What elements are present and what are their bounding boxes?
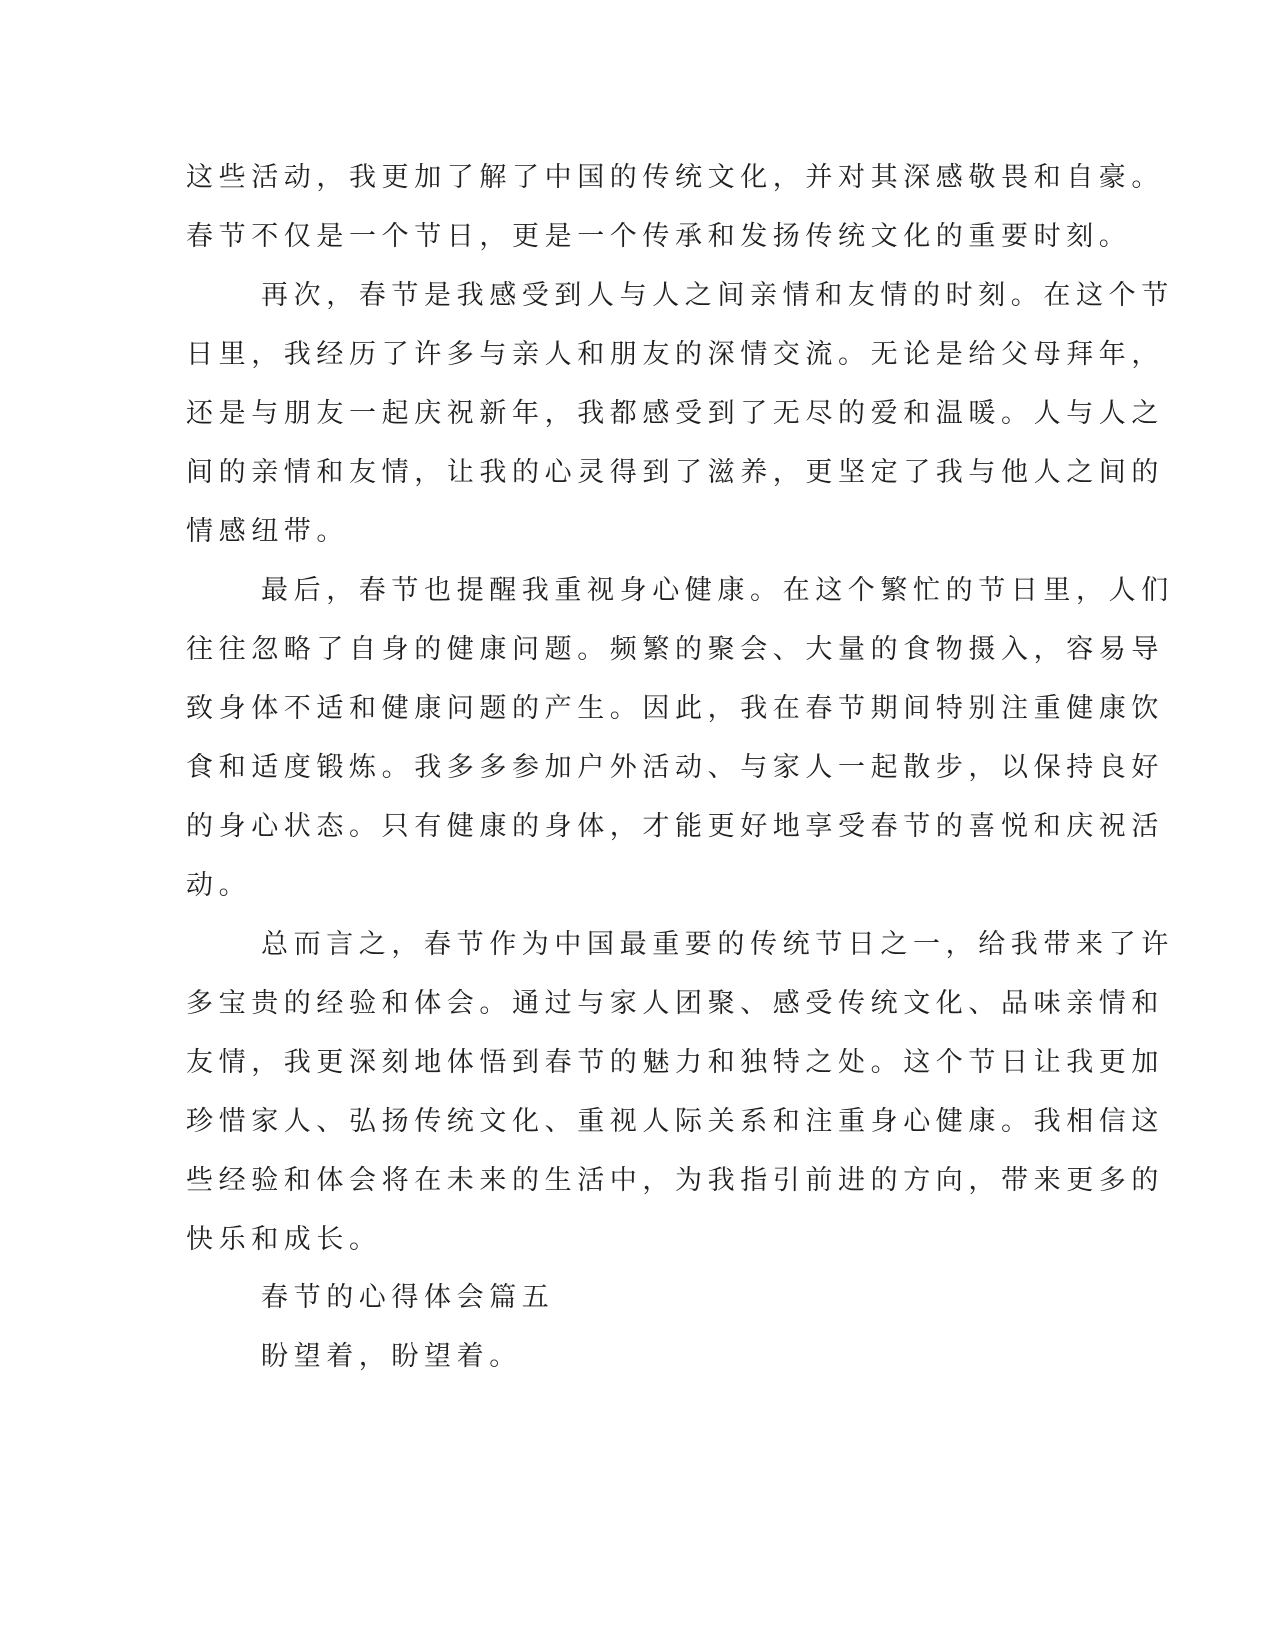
text-line: 动。 — [186, 870, 252, 901]
paragraph-start-line: 盼望着，盼望着。 — [261, 1341, 522, 1372]
section-heading: 春节的心得体会篇五 — [261, 1282, 555, 1313]
text-line: 情感纽带。 — [186, 516, 349, 547]
text-line: 友情，我更深刻地体悟到春节的魅力和独特之处。这个节日让我更加 — [186, 1047, 1164, 1078]
text-line: 这些活动，我更加了解了中国的传统文化，并对其深感敬畏和自豪。 — [186, 162, 1164, 193]
text-line: 还是与朋友一起庆祝新年，我都感受到了无尽的爱和温暖。人与人之 — [186, 398, 1164, 429]
paragraph-start-line: 最后，春节也提醒我重视身心健康。在这个繁忙的节日里，人们 — [261, 575, 1174, 606]
text-line: 快乐和成长。 — [186, 1224, 382, 1255]
text-line: 致身体不适和健康问题的产生。因此，我在春节期间特别注重健康饮 — [186, 693, 1164, 724]
paragraph-start-line: 总而言之，春节作为中国最重要的传统节日之一，给我带来了许 — [261, 929, 1174, 960]
text-line: 的身心状态。只有健康的身体，才能更好地享受春节的喜悦和庆祝活 — [186, 811, 1164, 842]
paragraph-start-line: 再次，春节是我感受到人与人之间亲情和友情的时刻。在这个节 — [261, 280, 1174, 311]
text-line: 间的亲情和友情，让我的心灵得到了滋养，更坚定了我与他人之间的 — [186, 457, 1164, 488]
text-line: 春节不仅是一个节日，更是一个传承和发扬传统文化的重要时刻。 — [186, 221, 1132, 252]
text-line: 珍惜家人、弘扬传统文化、重视人际关系和注重身心健康。我相信这 — [186, 1106, 1164, 1137]
text-line: 食和适度锻炼。我多多参加户外活动、与家人一起散步，以保持良好 — [186, 752, 1164, 783]
text-line: 日里，我经历了许多与亲人和朋友的深情交流。无论是给父母拜年， — [186, 339, 1164, 370]
text-line: 些经验和体会将在未来的生活中，为我指引前进的方向，带来更多的 — [186, 1165, 1164, 1196]
text-line: 多宝贵的经验和体会。通过与家人团聚、感受传统文化、品味亲情和 — [186, 988, 1164, 1019]
text-line: 往往忽略了自身的健康问题。频繁的聚会、大量的食物摄入，容易导 — [186, 634, 1164, 665]
